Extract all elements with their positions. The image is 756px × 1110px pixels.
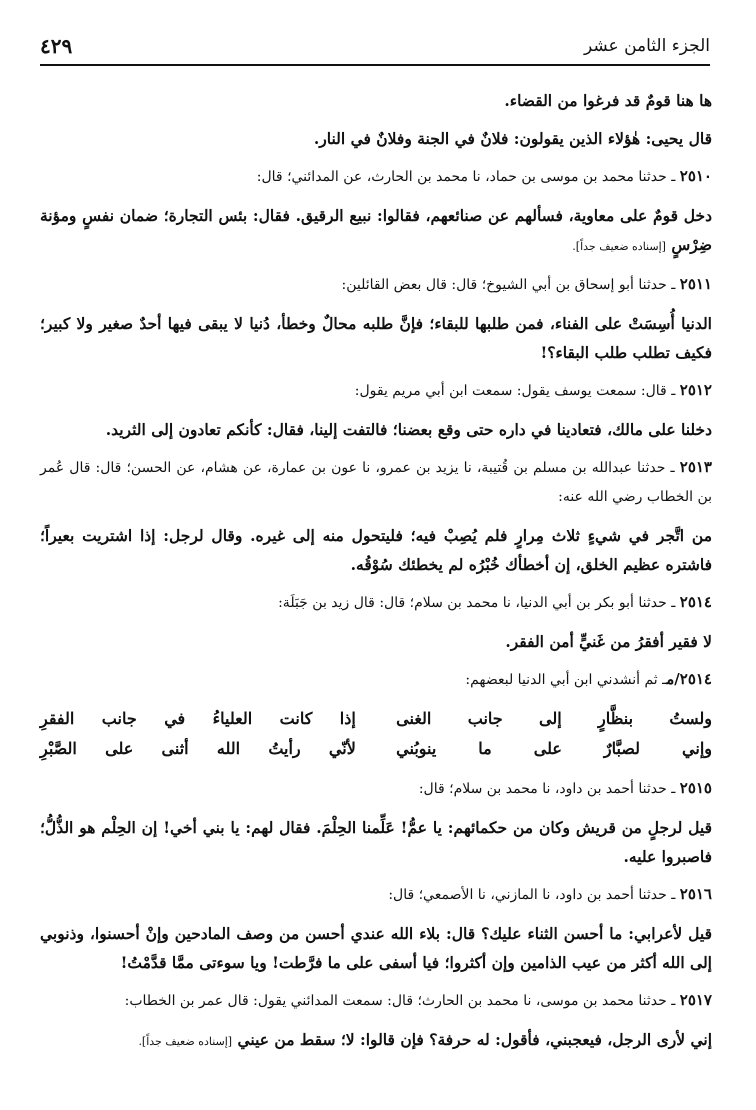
chain-text: حدثنا محمد بن موسى بن حماد، نا محمد بن الحارث، عن المدائني؛ قال: — [256, 169, 667, 185]
poem-verse — [40, 704, 712, 734]
poem-first-hemistich: وإني لصبَّارٌ على ما ينوبُني — [396, 739, 712, 758]
paragraph: دخلنا على مالك، فتعادينا في داره حتى وقع بعضنا؛ فالتفت إلينا، فقال: كأنكم تعادون إلى الثريد. — [105, 420, 712, 439]
entry-number: ٢٥١٧ — [679, 991, 712, 1009]
chain-text: حدثنا أحمد بن داود، نا محمد بن سلام؛ قال: — [418, 781, 667, 797]
entry-number: ٢٥١٢ — [679, 381, 712, 399]
paragraph-text: إني لأرى الرجل، فيعجبني، فأقول: له حرفة؟ فإن قالوا: لا؛ سقط من عيني — [237, 1030, 712, 1049]
page-number: ٤٢٩ — [40, 34, 73, 58]
paragraph: قيل لرجلٍ من قريش وكان من حكمائهم: يا عمُّ! عَلِّمنا الحِلْمَ. فقال لهم: يا بني أخي! إن الحِلْم هو الذُّلُّ؛ فاصبروا عليه. — [40, 818, 712, 866]
paragraph: ها هنا قومٌ قد فرغوا من القضاء. — [504, 91, 712, 110]
chain-text: ثم أنشدني ابن أبي الدنيا لبعضهم: — [465, 672, 658, 688]
poem-first-hemistich: ولستُ بنظَّارٍ إلى جانب الغنى — [396, 709, 712, 728]
entry-number: ٢٥١٣ — [679, 458, 712, 476]
entry-number: ٢٥١٠ — [679, 167, 712, 185]
page-body — [40, 86, 712, 1065]
paragraph: لا فقير أفقرُ من غَنيٍّ أمن الفقر. — [505, 632, 712, 651]
chain-text: حدثنا عبدالله بن مسلم بن قُتيبة، نا يزيد بن عمرو، نا عون بن عمارة، عن هشام، عن الحسن؛ قال: قال عُمر بن الخطاب رضي الله عنه: — [40, 460, 712, 505]
entry-number: ٢٥١٤/م — [666, 670, 712, 688]
paragraph — [40, 201, 712, 261]
poem-verse — [40, 734, 712, 764]
narration-chain: ٢٥١٥ ـ حدثنا أحمد بن داود، نا محمد بن سلام؛ قال: — [418, 779, 712, 797]
chain-text: حدثنا أبو إسحاق بن أبي الشيوخ؛ قال: قال بعض القائلين: — [341, 277, 667, 293]
paragraph: قال يحيى: هٰؤلاء الذين يقولون: فلانٌ في الجنة وفلانٌ في النار. — [313, 129, 712, 148]
chain-text: حدثنا أبو بكر بن أبي الدنيا، نا محمد بن سلام؛ قال: قال زيد بن جَبَلَة: — [278, 595, 667, 611]
paragraph-text: دخل قومٌ على معاوية، فسألهم عن صنائعهم، فقالوا: نبيع الرقيق. فقال: بئس التجارة؛ ضمان نفسٍ ومؤنة ضِرْسٍ — [40, 206, 712, 254]
paragraph: من اتَّجر في شيءٍ ثلاث مِرارٍ فلم يُصِبْ فيه؛ فليتحول منه إلى غيره. وقال لرجل: إذا اشتريت بعيراً؛ فاشتره عظيم الخلق، إن أخطأك خُبْرُه لم يخطئك سُوْقُه. — [40, 526, 712, 574]
paragraph — [40, 1025, 712, 1056]
narration-chain: ٢٥١٢ ـ قال: سمعت يوسف يقول: سمعت ابن أبي مريم يقول: — [354, 381, 712, 399]
narration-chain: ٢٥١٠ ـ حدثنا محمد بن موسى بن حماد، نا محمد بن الحارث، عن المدائني؛ قال: — [256, 167, 712, 185]
chain-text: حدثنا أحمد بن داود، نا المازني، نا الأصمعي؛ قال: — [388, 887, 667, 903]
narration-chain: ٢٥١١ ـ حدثنا أبو إسحاق بن أبي الشيوخ؛ قال: قال بعض القائلين: — [341, 275, 712, 293]
chain-text: قال: سمعت يوسف يقول: سمعت ابن أبي مريم يقول: — [354, 383, 667, 399]
paragraph: قيل لأعرابي: ما أحسن الثناء عليك؟ قال: بلاء الله عندي أحسن من وصف المادحين وإنْ أحسنوا، وذنوبي إلى الله أكثر من عيب الذامين وإن أكثروا؛ فيا أسفى على ما فرَّطت! ويا سوءتى ممَّا قدَّمْتُ! — [40, 924, 712, 972]
poem — [40, 704, 712, 764]
entry-number: ٢٥١٤ — [679, 593, 712, 611]
page-header — [40, 34, 710, 66]
poem-second-hemistich: لأنّي رأيتُ الله أثنى على الصَّبْرِ — [40, 739, 356, 758]
poem-second-hemistich: إذا كانت العلياءُ في جانب الفقرِ — [40, 709, 356, 728]
narration-chain: ٢٥١٦ ـ حدثنا أحمد بن داود، نا المازني، نا الأصمعي؛ قال: — [388, 885, 712, 903]
chain-text: حدثنا محمد بن موسى، نا محمد بن الحارث؛ قال: سمعت المدائني يقول: قال عمر بن الخطاب: — [124, 993, 667, 1009]
narration-chain: ٢٥١٤/مـ ثم أنشدني ابن أبي الدنيا لبعضهم: — [465, 670, 712, 688]
grading-note: [إسناده ضعيف جداً]. — [138, 1035, 233, 1048]
narration-chain: ٢٥١٣ ـ حدثنا عبدالله بن مسلم بن قُتيبة، نا يزيد بن عمرو، نا عون بن عمارة، عن هشام، عن الحسن؛ قال: قال عُمر بن الخطاب رضي الله عنه: — [40, 458, 712, 505]
entry-number: ٢٥١٥ — [679, 779, 712, 797]
grading-note: [إسناده ضعيف جداً]. — [572, 240, 666, 253]
paragraph: الدنيا أُسِسَتْ على الفناء، فمن طلبها للبقاء؛ فإنَّ طلبه محالٌ وخطأ، دُنيا لا يبقى فيها أحدٌ صغير ولا كبير؛ فكيف تطلب طلب البقاء؟! — [40, 314, 712, 362]
entry-number: ٢٥١٦ — [679, 885, 712, 903]
narration-chain: ٢٥١٤ ـ حدثنا أبو بكر بن أبي الدنيا، نا محمد بن سلام؛ قال: قال زيد بن جَبَلَة: — [278, 593, 712, 611]
running-title: الجزء الثامن عشر — [583, 36, 710, 56]
entry-number: ٢٥١١ — [679, 275, 712, 293]
narration-chain: ٢٥١٧ ـ حدثنا محمد بن موسى، نا محمد بن الحارث؛ قال: سمعت المدائني يقول: قال عمر بن الخطاب: — [124, 991, 712, 1009]
